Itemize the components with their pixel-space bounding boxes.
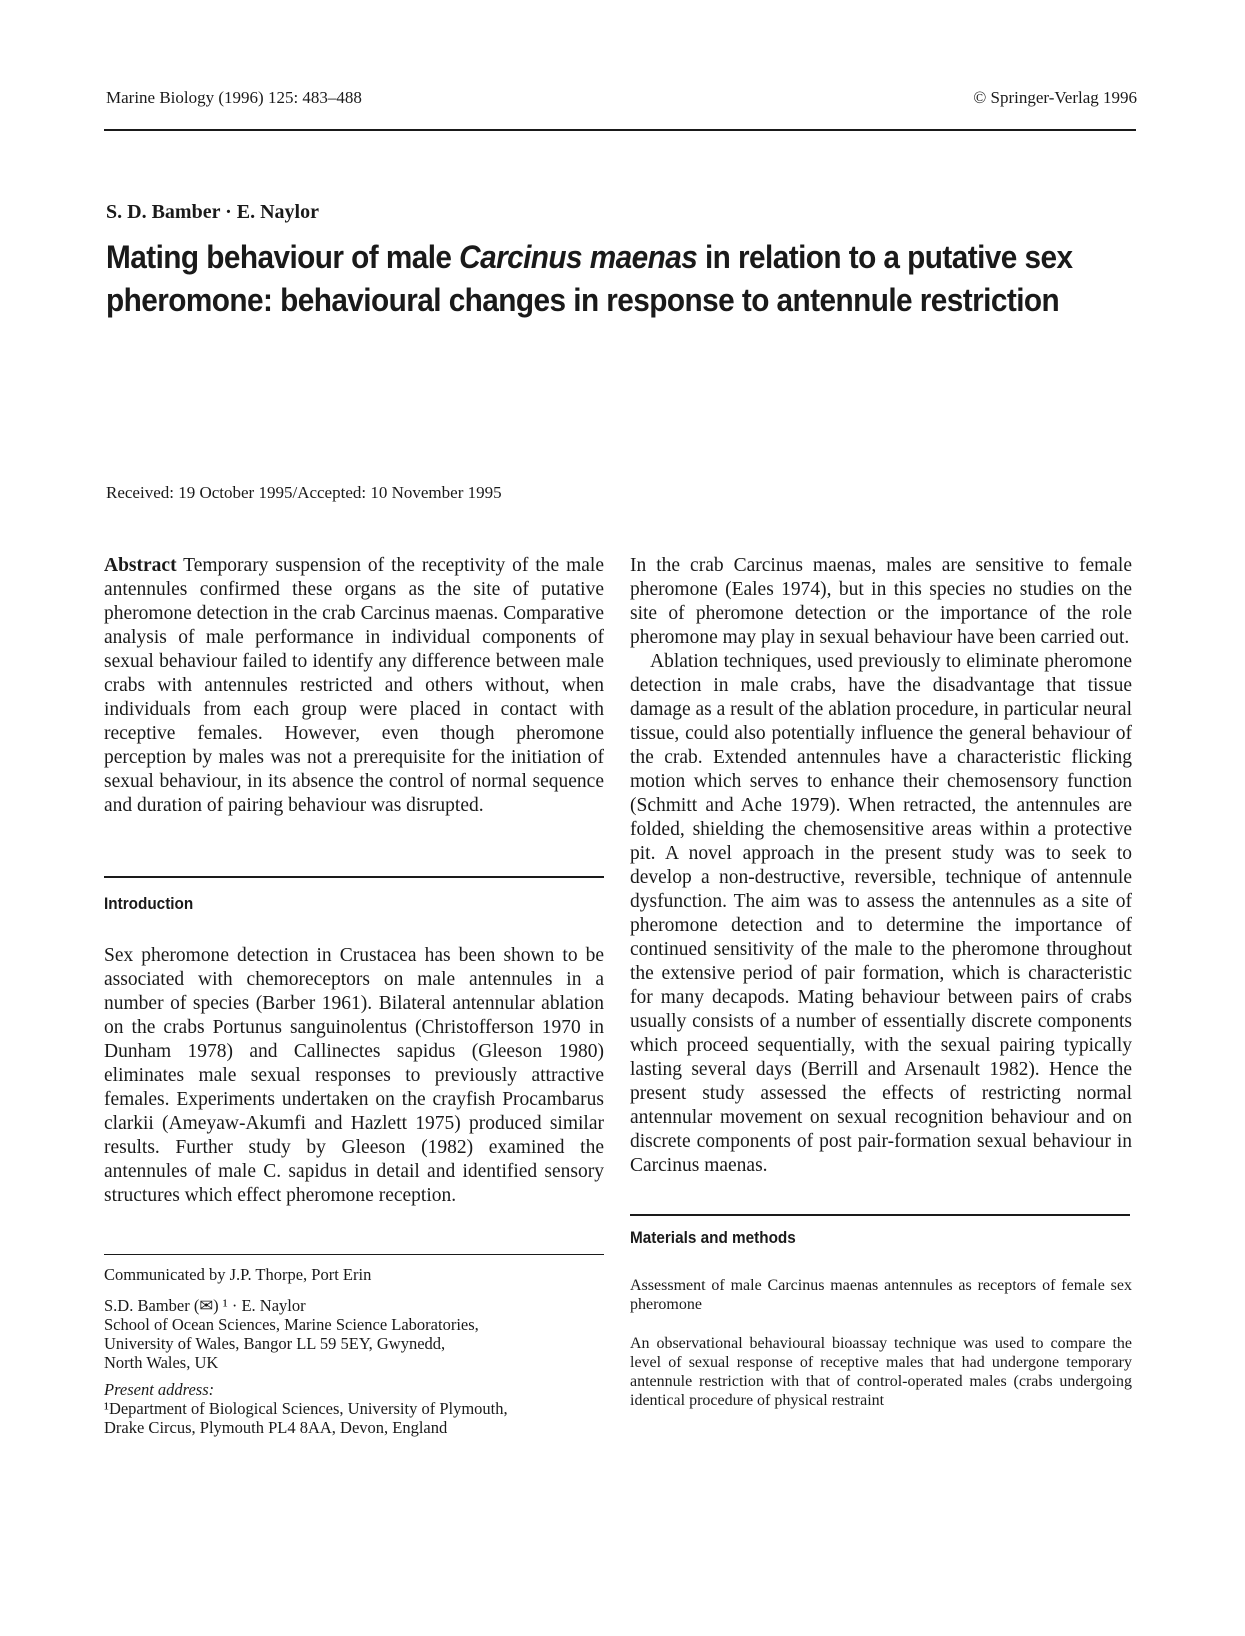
- introduction-para-2: In the crab Carcinus maenas, males are sensitive to female pheromone (Eales 1974), but in this species no studies on the site of pheromone detection or the importance of the role pheromone may play in sexual behaviour have been carried out.: [630, 555, 1132, 648]
- affiliation-line-2: University of Wales, Bangor LL 59 5EY, Gwynedd,: [104, 1334, 446, 1353]
- section-rule: [104, 876, 604, 878]
- affiliation-line-1: School of Ocean Sciences, Marine Science Laboratories,: [104, 1315, 479, 1334]
- affiliation-line-3: North Wales, UK: [104, 1353, 219, 1372]
- abstract-label: Abstract: [104, 555, 177, 576]
- corresponding-author: S.D. Bamber (✉) ¹ · E. Naylor: [104, 1296, 306, 1315]
- abstract-text: Temporary suspension of the receptivity of the male antennules confirmed these organs as the site of putative pheromone detection in the crab Carcinus maenas. Comparative analysis of male performance in individual components of sexual behaviour failed to identify any difference between male crabs with antennules restricted and others without, when individuals from each group were placed in contact with receptive females. However, even though pheromone perception by males was not a prerequisite for the initiation of sexual behaviour, in its absence the control of normal sequence and duration of pairing behaviour was disrupted.: [104, 555, 604, 816]
- introduction-heading: Introduction: [104, 894, 194, 913]
- title-part-1: Mating behaviour of male: [106, 239, 460, 275]
- title-part-2: in relation to a putative sex pheromone: behavioural changes in response to antennule restriction: [106, 239, 1073, 318]
- authors: S. D. Bamber · E. Naylor: [106, 201, 319, 223]
- header-rule: [104, 129, 1136, 131]
- title-species: Carcinus maenas: [459, 239, 698, 275]
- present-address-line-1: ¹Department of Biological Sciences, University of Plymouth,: [104, 1399, 508, 1418]
- footnote-rule: [104, 1254, 604, 1255]
- introduction-para-1: Sex pheromone detection in Crustacea has been shown to be associated with chemoreceptors on male antennules in a number of species (Barber 1961). Bilateral antennular ablation on the crabs Portunus sanguinolentus (Christofferson 1970 in Dunham 1978) and Callinectes sapidus (Gleeson 1980) eliminates male sexual responses to previously attractive females. Experiments undertaken on the crayfish Procambarus clarkii (Ameyaw-Akumfi and Hazlett 1975) produced similar results. Further study by Gleeson (1982) examined the antennules of male C. sapidus in detail and identified sensory structures which effect pheromone reception.: [104, 945, 604, 1206]
- left-column: [104, 554, 604, 1437]
- methods-rule: [630, 1214, 1130, 1216]
- copyright-notice: © Springer-Verlag 1996: [973, 88, 1137, 107]
- introduction-para-3: Ablation techniques, used previously to eliminate pheromone detection in male crabs, have the disadvantage that tissue damage as a result of the ablation procedure, in particular neural tissue, could also potentially influence the general behaviour of the crab. Extended antennules have a characteristic flicking motion which serves to enhance their chemosensory function (Schmitt and Ache 1979). When retracted, the antennules are folded, shielding the chemosensitive areas within a protective pit. A novel approach in the present study was to seek to develop a non-destructive, reversible, technique of antennule dysfunction. The aim was to assess the antennules as a site of pheromone detection and to determine the importance of continued sensitivity of the male to the pheromone throughout the extensive period of pair formation, which is characteristic for many decapods. Mating behaviour between pairs of crabs usually consists of a number of essentially discrete components which proceed sequentially, with the sexual pairing typically lasting several days (Berrill and Arsenault 1982). Hence the present study assessed the effects of restricting normal antennular movement on sexual recognition behaviour and on discrete components of post pair-formation sexual behaviour in Carcinus maenas.: [630, 651, 1132, 1176]
- received-dates: Received: 19 October 1995/Accepted: 10 November 1995: [106, 483, 502, 502]
- article-title: [106, 236, 1073, 322]
- right-column: [630, 554, 1132, 1410]
- abstract: [104, 554, 604, 818]
- journal-reference: Marine Biology (1996) 125: 483–488: [106, 88, 362, 107]
- present-address-line-2: Drake Circus, Plymouth PL4 8AA, Devon, England: [104, 1418, 448, 1437]
- methods-heading: Materials and methods: [630, 1228, 796, 1247]
- present-address-label: Present address:: [104, 1380, 215, 1399]
- methods-subheading: Assessment of male Carcinus maenas antennules as receptors of female sex pheromone: [630, 1277, 1132, 1313]
- methods-para-1: An observational behavioural bioassay technique was used to compare the level of sexual response of receptive males that had undergone temporary antennule restriction with that of control-operated males (crabs undergoing identical procedure of physical restraint: [630, 1335, 1132, 1409]
- communicated-by: Communicated by J.P. Thorpe, Port Erin: [104, 1265, 372, 1284]
